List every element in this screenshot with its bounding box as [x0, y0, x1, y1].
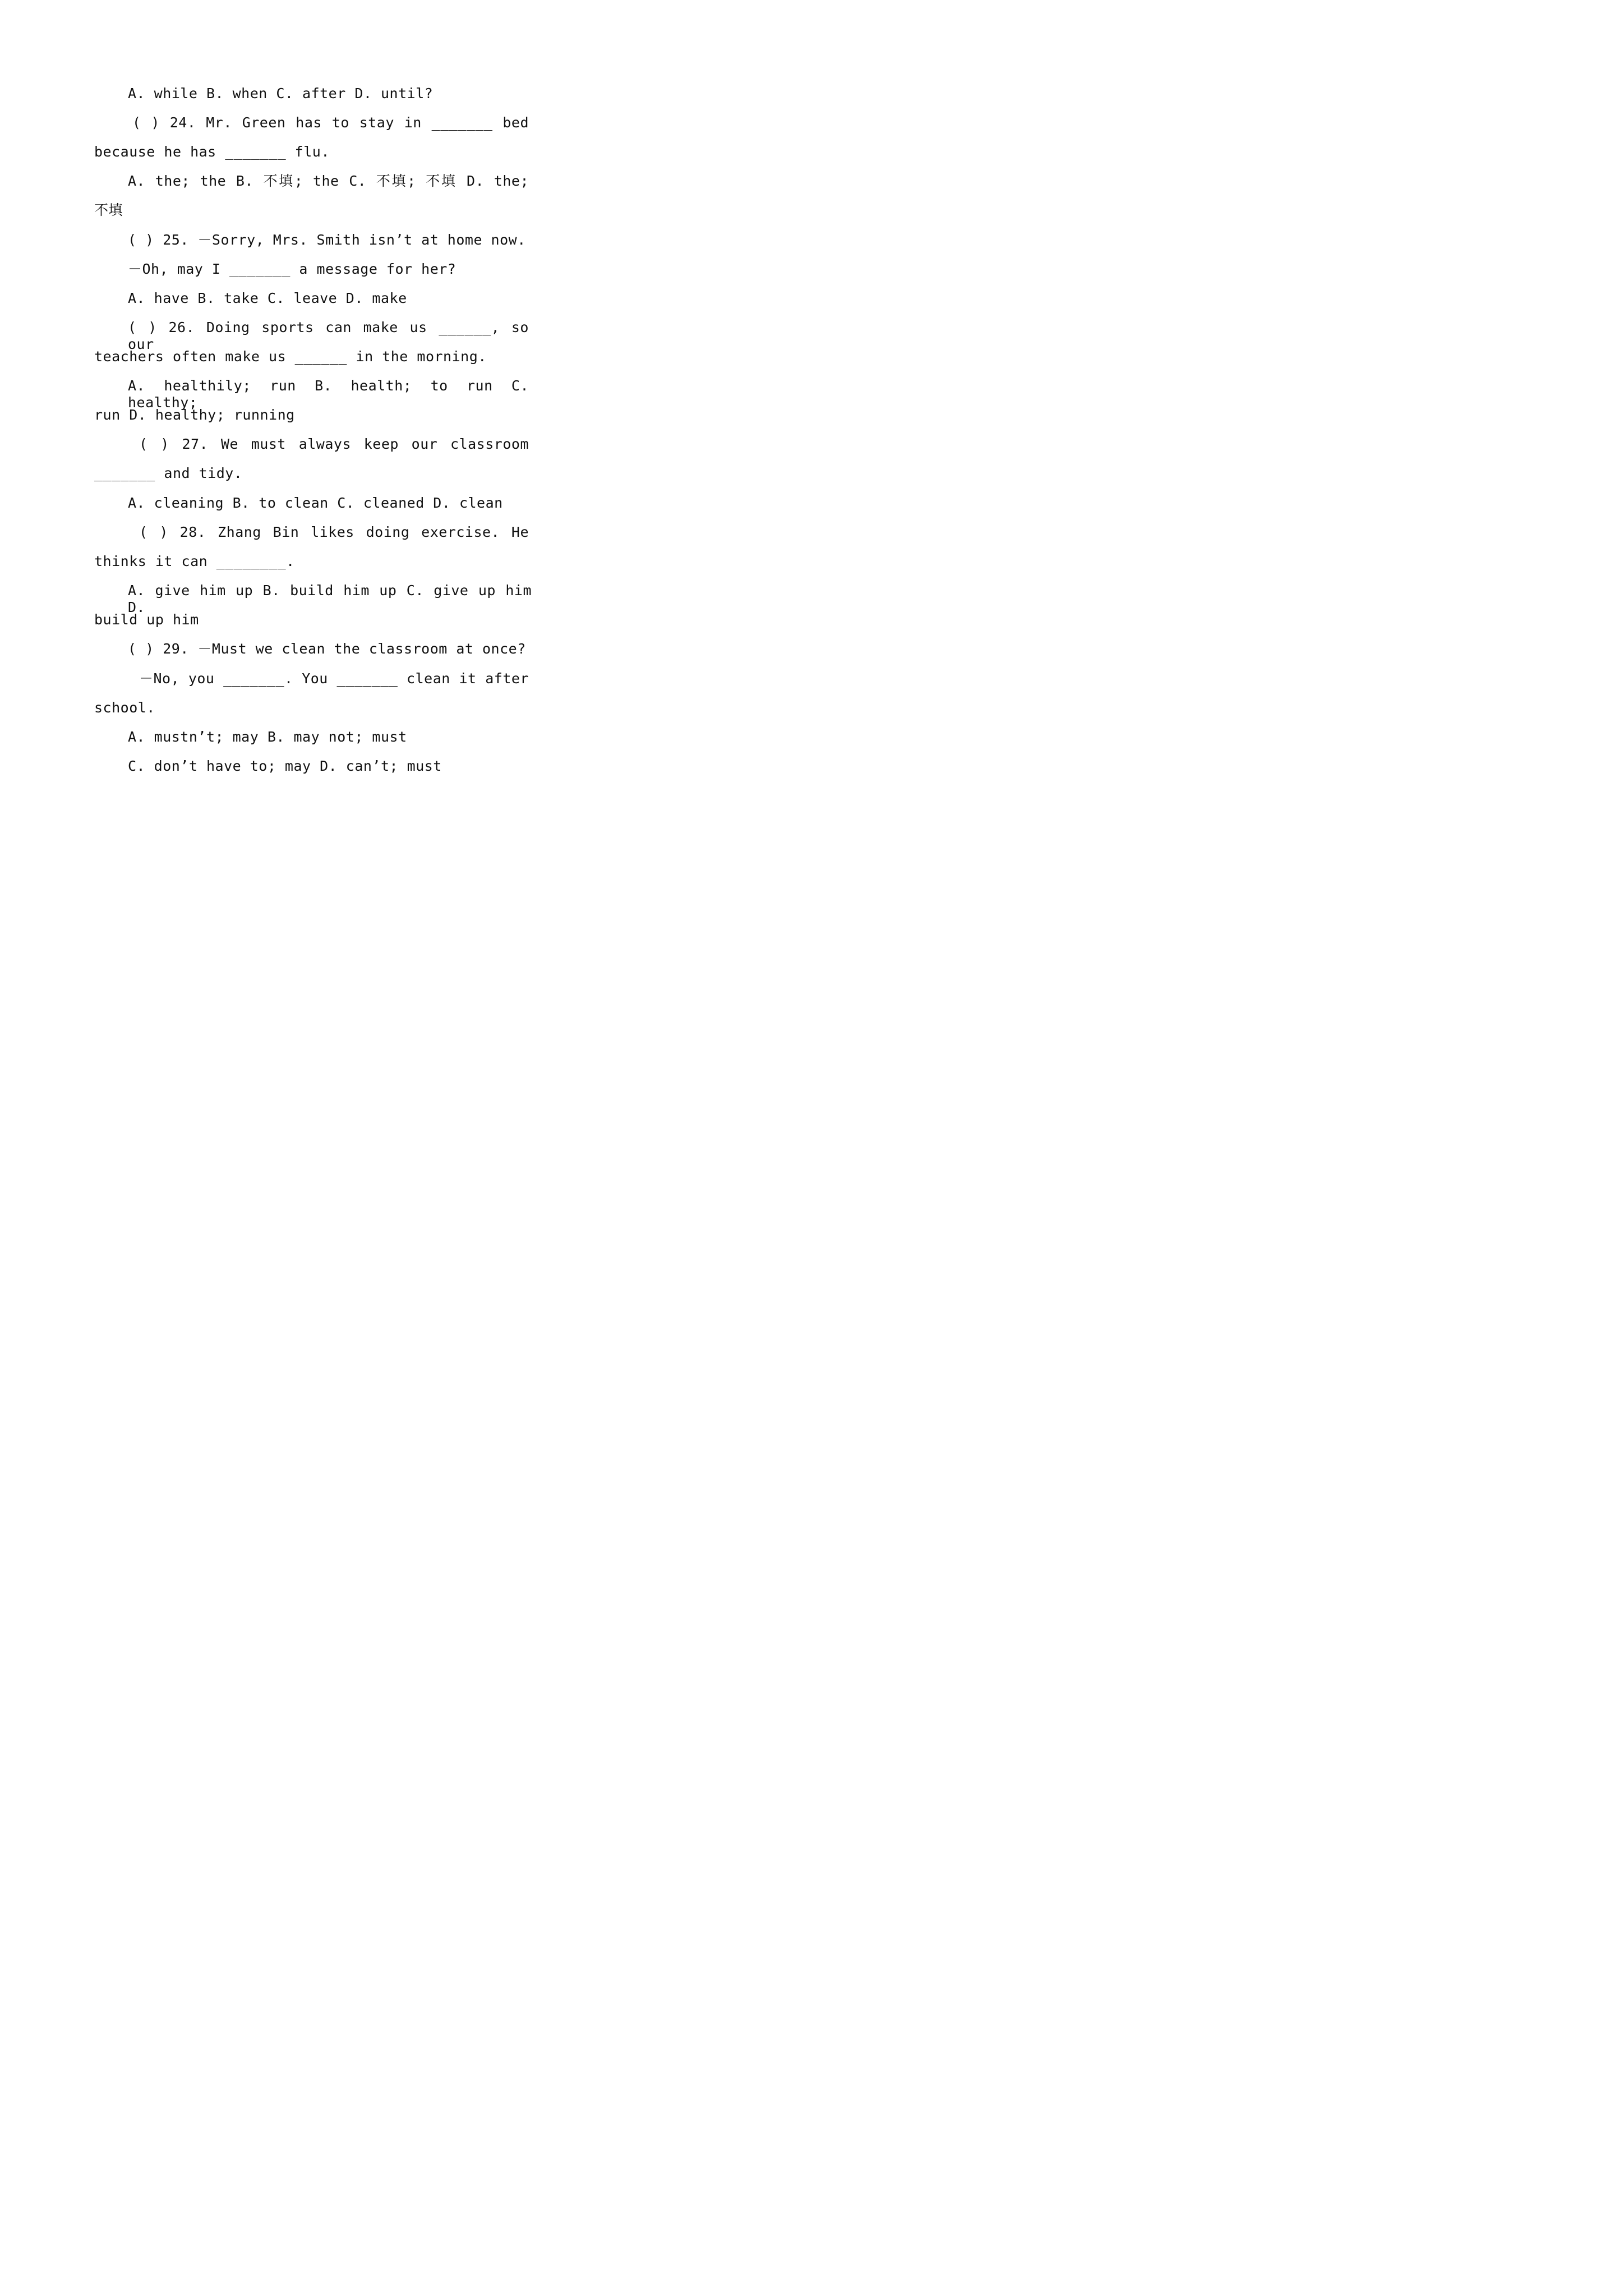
q24-options-line-1: A. the; the B. 不填; the C. 不填; 不填 D. the; — [128, 173, 529, 189]
q29-reply-line-2: school. — [94, 700, 155, 716]
q28-options-line-1: A. give him up B. build him up C. give up him D. — [128, 582, 532, 615]
q29-options-line-2: C. don’t have to; may D. can’t; must — [128, 758, 442, 774]
q26-options-line-1: A. healthily; run B. health; to run C. healthy; — [128, 378, 529, 411]
q28-options-line-2: build up him — [94, 611, 199, 628]
q29-stem: ( ) 29. －Must we clean the classroom at once? — [128, 641, 526, 657]
q26-stem-line-2: teachers often make us ______ in the morning. — [94, 348, 487, 365]
q28-stem-line-2: thinks it can ________. — [94, 553, 295, 569]
q27-options: A. cleaning B. to clean C. cleaned D. clean — [128, 495, 503, 511]
q25-stem: ( ) 25. －Sorry, Mrs. Smith isn’t at home now. — [128, 232, 526, 248]
q27-stem-line-1: ( ) 27. We must always keep our classroom — [139, 436, 529, 452]
q24-stem-line-2: because he has _______ flu. — [94, 144, 330, 160]
q26-stem-line-1: ( ) 26. Doing sports can make us ______, so our — [128, 319, 529, 352]
document-page — [0, 0, 617, 873]
q28-stem-line-1: ( ) 28. Zhang Bin likes doing exercise. He — [139, 524, 529, 540]
q23-options: A. while B. when C. after D. until? — [128, 85, 434, 102]
q26-options-line-2: run D. healthy; running — [94, 407, 295, 423]
q25-reply: －Oh, may I _______ a message for her? — [128, 261, 457, 277]
q29-reply-line-1: －No, you _______. You _______ clean it after — [139, 670, 529, 687]
q24-options-line-2: 不填 — [94, 202, 123, 218]
q27-stem-line-2: _______ and tidy. — [94, 465, 243, 481]
q24-stem-line-1: ( ) 24. Mr. Green has to stay in _______ bed — [132, 114, 529, 131]
q29-options-line-1: A. mustn’t; may B. may not; must — [128, 729, 407, 745]
q25-options: A. have B. take C. leave D. make — [128, 290, 407, 306]
